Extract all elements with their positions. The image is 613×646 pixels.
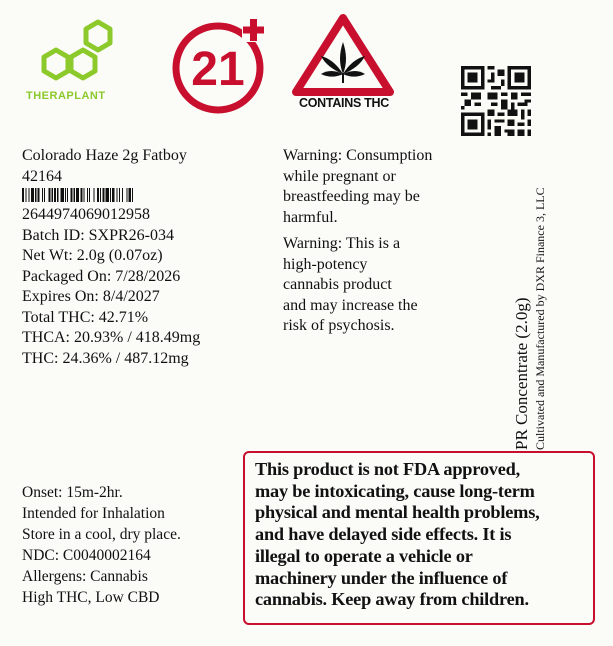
total-thc: Total THC: 42.71% bbox=[22, 308, 149, 326]
age-21-plus-icon bbox=[168, 12, 274, 118]
warnings bbox=[283, 146, 503, 343]
product-type: PR Concentrate (2.0g) bbox=[512, 297, 531, 450]
product-code: 42164 bbox=[22, 167, 62, 185]
warning-line: risk of psychosis. bbox=[283, 317, 395, 334]
net-weight: Net Wt: 2.0g (0.07oz) bbox=[22, 247, 163, 264]
packaged-on: Packaged On: 7/28/2026 bbox=[22, 267, 181, 285]
warning-line: Warning: This is a bbox=[283, 235, 401, 252]
warning-line: high-potency bbox=[283, 255, 368, 273]
batch-id: Batch ID: SXPR26-034 bbox=[22, 226, 174, 244]
intended-use: Intended for Inhalation bbox=[22, 505, 165, 522]
thc-profile: High THC, Low CBD bbox=[22, 589, 160, 606]
manufacturer: Cultivated and Manufactured by DXR Finance 3, LLC bbox=[533, 187, 547, 450]
logo-text: THERAPLANT bbox=[26, 90, 106, 102]
fda-line: and have delayed side effects. It is bbox=[255, 524, 512, 545]
product-info bbox=[22, 146, 244, 369]
qr-code-icon[interactable] bbox=[461, 66, 531, 136]
fda-notice-box bbox=[243, 451, 595, 625]
fda-line: physical and mental health problems, bbox=[255, 502, 540, 523]
barcode-icon bbox=[22, 188, 244, 202]
pregnancy-warning bbox=[283, 146, 503, 228]
fda-line: This product is not FDA approved, bbox=[255, 459, 520, 479]
storage: Store in a cool, dry place. bbox=[22, 526, 181, 543]
warning-line: cannabis product bbox=[283, 276, 392, 293]
thca-content: THCA: 20.93% / 418.49mg bbox=[22, 329, 201, 346]
warning-line: Warning: Consumption bbox=[283, 147, 433, 164]
warning-line: while pregnant or bbox=[283, 167, 396, 185]
age-badge-text: 21 bbox=[191, 43, 245, 96]
contains-thc-label: CONTAINS THC bbox=[299, 96, 389, 110]
warning-line: and may increase the bbox=[283, 296, 418, 314]
fda-line: cannabis. Keep away from children. bbox=[255, 589, 529, 610]
side-text bbox=[512, 150, 602, 450]
product-name: Colorado Haze 2g Fatboy bbox=[22, 147, 187, 164]
thc-content: THC: 24.36% / 487.12mg bbox=[22, 349, 189, 367]
warning-line: breastfeeding may be bbox=[283, 188, 420, 205]
usage-info bbox=[22, 482, 181, 608]
ndc: NDC: C0040002164 bbox=[22, 547, 151, 564]
potency-warning bbox=[283, 234, 503, 337]
barcode-number: 2644974069012958 bbox=[22, 206, 150, 223]
fda-line: may be intoxicating, cause long-term bbox=[255, 480, 535, 501]
warning-line: harmful. bbox=[283, 208, 338, 226]
onset: Onset: 15m-2hr. bbox=[22, 484, 123, 501]
fda-line: illegal to operate a vehicle or bbox=[255, 545, 473, 566]
allergens: Allergens: Cannabis bbox=[22, 568, 148, 585]
expires-on: Expires On: 8/4/2027 bbox=[22, 288, 160, 305]
fda-line: machinery under the influence of bbox=[255, 567, 508, 588]
